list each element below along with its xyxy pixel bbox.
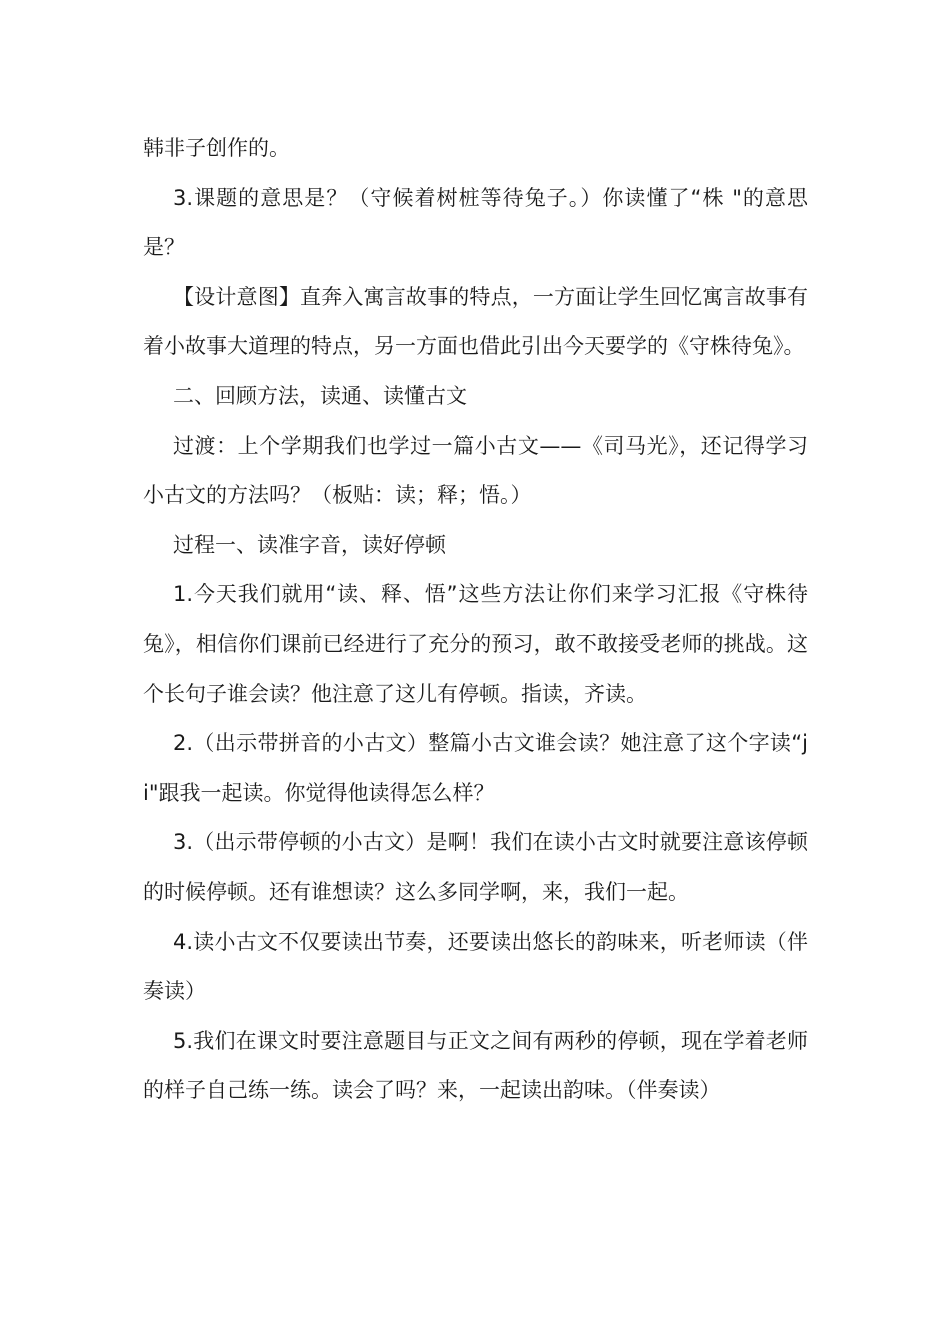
paragraph-design-intent: 【设计意图】直奔入寓言故事的特点，一方面让学生回忆寓言故事有着小故事大道理的特点，另一方面也借此引出今天要学的《守株待兔》。 [143, 284, 808, 359]
paragraph-transition: 过渡：上个学期我们也学过一篇小古文——《司马光》，还记得学习小古文的方法吗？（板贴：读；释；悟。） [143, 433, 808, 508]
paragraph-step-1: 1.今天我们就用“读、释、悟”这些方法让你们来学习汇报《守株待兔》，相信你们课前已经进行了充分的预习，敢不敢接受老师的挑战。这个长句子谁会读？他注意了这儿有停顿。指读，齐读。 [143, 582, 808, 706]
paragraph-step-4: 4.读小古文不仅要读出节奏，还要读出悠长的韵味来，听老师读（伴奏读） [143, 929, 808, 1004]
paragraph-step-3: 3.（出示带停顿的小古文）是啊！我们在读小古文时就要注意该停顿的时候停顿。还有谁想读？这么多同学啊，来，我们一起。 [143, 830, 808, 904]
section-heading-review-method: 二、回顾方法，读通、读懂古文 [173, 383, 467, 408]
document-body [143, 124, 808, 1116]
paragraph-question-3: 3.课题的意思是？（守候着树桩等待兔子。）你读懂了“株 "的意思是？ [143, 185, 808, 260]
paragraph-continuation: 韩非子创作的。 [143, 136, 290, 160]
paragraph-step-2: 2.（出示带拼音的小古文）整篇小古文谁会读？她注意了这个字读“ji"跟我一起读。你觉得他读得怎么样？ [143, 731, 808, 805]
paragraph-step-5: 5.我们在课文时要注意题目与正文之间有两秒的停顿，现在学着老师的样子自己练一练。读会了吗？来，一起读出韵味。（伴奏读） [143, 1028, 808, 1103]
subheading-process-one: 过程一、读准字音，读好停顿 [173, 532, 446, 557]
